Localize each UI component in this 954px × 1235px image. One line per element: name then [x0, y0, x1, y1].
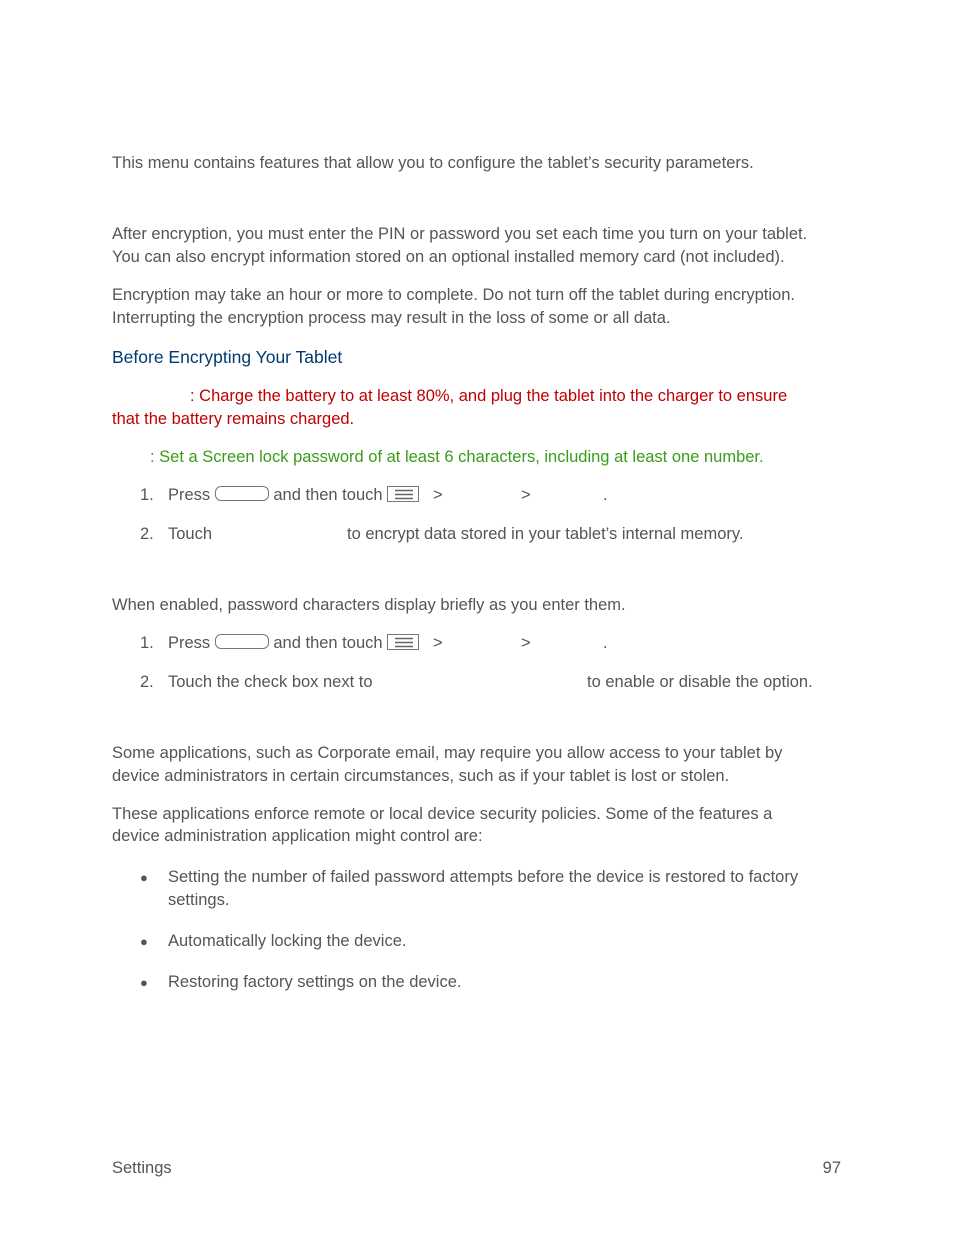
bullet1-line1: Setting the number of failed password attempts before the device is restored to factory	[168, 868, 799, 886]
tip-text: : Set a Screen lock password of at least 6 characters, including at least one number.	[150, 448, 764, 466]
admin-para1-line2: device administrators in certain circumstances, such as if your tablet is lost or stolen.	[112, 767, 730, 785]
step1-row	[168, 484, 419, 507]
step1-separator-1: >	[433, 486, 443, 504]
encryption-para1-line2: You can also encrypt information stored on an optional installed memory card (not included).	[112, 248, 785, 266]
bullet-icon: ●	[140, 975, 148, 990]
warning-line2: that the battery remains charged.	[112, 410, 355, 428]
menu-key-icon	[387, 486, 419, 502]
footer-page-number: 97	[822, 1159, 841, 1177]
pw-step2-text: Touch the check box next to	[168, 673, 373, 691]
encryption-para1-line1: After encryption, you must enter the PIN or password you set each time you turn on your tablet.	[112, 225, 808, 243]
pw-step1-separator-2: >	[521, 634, 531, 652]
encryption-para2-line1: Encryption may take an hour or more to complete. Do not turn off the tablet during encryption.	[112, 286, 795, 304]
step2-rest: to encrypt data stored in your tablet’s internal memory.	[347, 525, 744, 543]
pw-step1-period: .	[603, 634, 608, 652]
step2-touch: Touch	[168, 525, 213, 543]
bullet-icon: ●	[140, 934, 148, 949]
bullet2-line1: Automatically locking the device.	[168, 932, 407, 950]
admin-para2-line2: device administration application might control are:	[112, 827, 483, 845]
intro-text: This menu contains features that allow you to configure the tablet’s security parameters.	[112, 154, 754, 172]
home-key-icon	[215, 634, 269, 649]
then-touch-label: and then touch	[273, 634, 383, 652]
bullet1-line2: settings.	[168, 891, 230, 909]
footer-section-label: Settings	[112, 1159, 172, 1177]
admin-para2-line1: These applications enforce remote or local device security policies. Some of the features a	[112, 805, 773, 823]
before-encrypting-heading: Before Encrypting Your Tablet	[112, 347, 343, 367]
warning-line1: : Charge the battery to at least 80%, and plug the tablet into the charger to ensure	[190, 387, 788, 405]
pw-step2-number: 2.	[140, 673, 154, 691]
bullet3-line1: Restoring factory settings on the device.	[168, 973, 462, 991]
press-label: Press	[168, 486, 211, 504]
bullet-icon: ●	[140, 870, 148, 885]
step1-number: 1.	[140, 486, 154, 504]
pw-step1-number: 1.	[140, 634, 154, 652]
press-label: Press	[168, 634, 211, 652]
home-key-icon	[215, 486, 269, 501]
password-desc: When enabled, password characters display briefly as you enter them.	[112, 596, 626, 614]
admin-para1-line1: Some applications, such as Corporate email, may require you allow access to your tablet by	[112, 744, 783, 762]
encryption-para2-line2: Interrupting the encryption process may result in the loss of some or all data.	[112, 309, 671, 327]
step2-number: 2.	[140, 525, 154, 543]
pw-step1-row	[168, 632, 419, 655]
step1-period: .	[603, 486, 608, 504]
step1-separator-2: >	[521, 486, 531, 504]
pw-step1-separator-1: >	[433, 634, 443, 652]
menu-key-icon	[387, 634, 419, 650]
pw-step2-rest: to enable or disable the option.	[587, 673, 813, 691]
then-touch-label: and then touch	[273, 486, 383, 504]
